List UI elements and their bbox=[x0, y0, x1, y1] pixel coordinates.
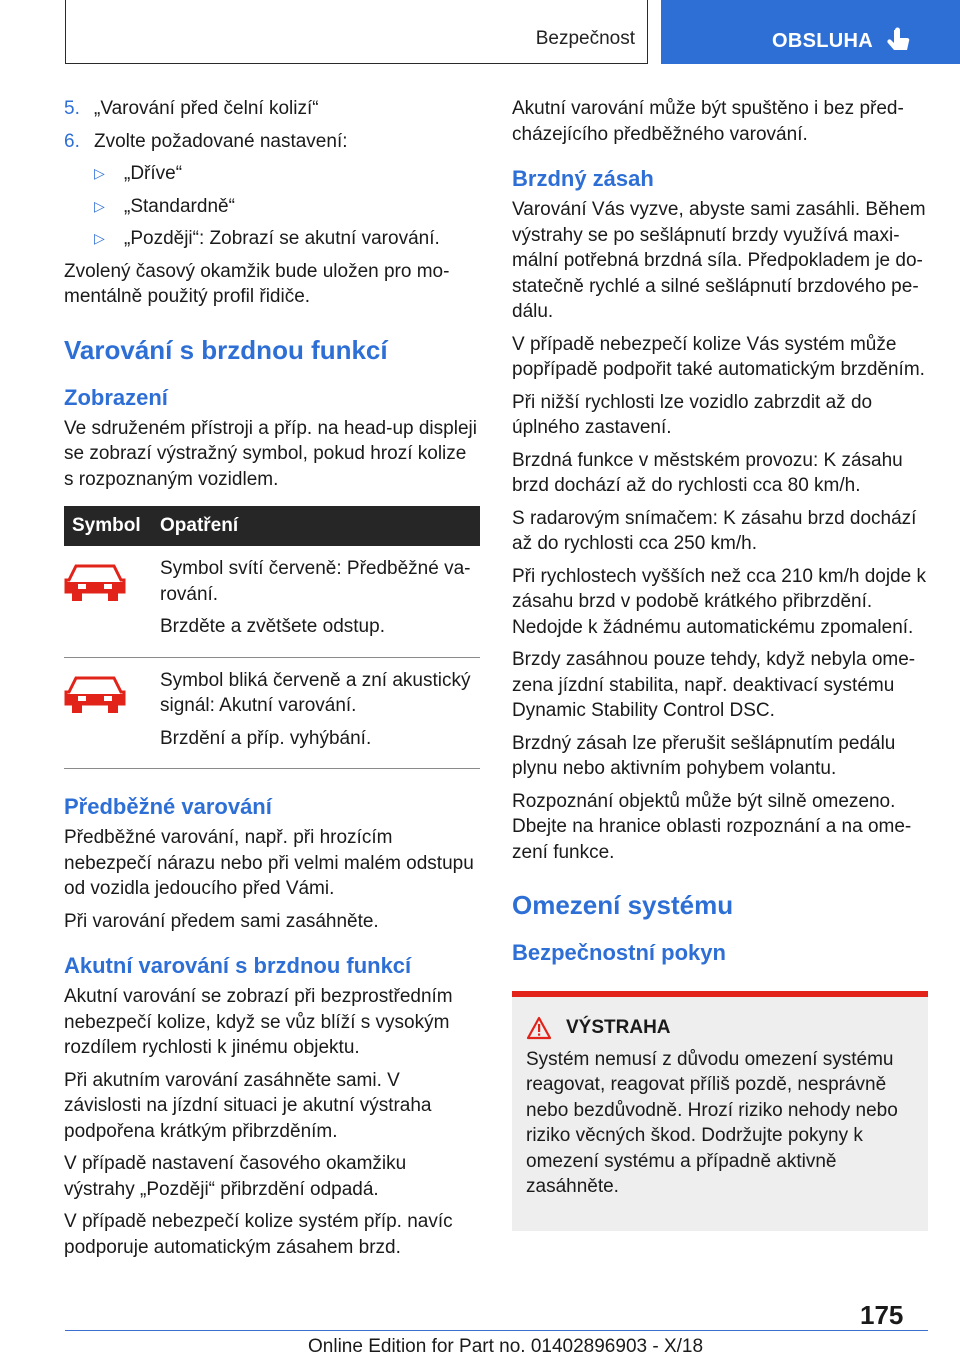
paragraph: Předběžné varování, např. při hrozícím nebezpečí nárazu nebo při velmi malém odstupu od vozidla jedoucího před Vámi. bbox=[64, 827, 474, 899]
option-text: „Později“: Zobrazí se akutní varování. bbox=[124, 228, 440, 249]
step-number: 5. bbox=[64, 98, 80, 119]
table-row bbox=[64, 546, 480, 657]
section-title: Bezpečnost bbox=[535, 28, 635, 49]
paragraph: Brzdná funkce v městském provozu: K zásahu brzd dochází až do rychlosti cca 80 km/h. bbox=[512, 449, 903, 496]
paragraph: V případě nastavení časového okamžiku výstrahy „Později“ přibrzdění odpadá. bbox=[64, 1153, 407, 1200]
step-text: „Varování před čelní kolizí“ bbox=[94, 98, 319, 119]
page-number: 175 bbox=[860, 1300, 904, 1330]
symbol-cell bbox=[64, 657, 156, 769]
action-cell bbox=[156, 657, 480, 769]
triangle-bullet-icon: ▷ bbox=[94, 197, 105, 214]
symbol-table bbox=[64, 506, 480, 769]
paragraph: Zvolený časový okamžik bude uložen pro momentálně použitý profil řidiče. bbox=[64, 260, 450, 307]
car-front-icon bbox=[64, 562, 126, 606]
heading-warning-brake: Varování s brzdnou funkcí bbox=[64, 334, 388, 365]
chapter-tab-label: OBSLUHA bbox=[772, 30, 873, 52]
action-cell bbox=[156, 546, 480, 657]
footer-divider bbox=[65, 1330, 928, 1331]
paragraph: Akutní varování se zobrazí při bezprostředním nebezpečí kolize, když se vůz blíží s vysokým rozdílem rychlosti k jinému objektu. bbox=[64, 986, 453, 1058]
edition-text: Online Edition for Part no. 01402896903 - X/18 bbox=[308, 1336, 704, 1357]
table-header-symbol: Symbol bbox=[64, 506, 156, 546]
paragraph: Rozpoznání objektů může být silně omezeno. Dbejte na hranice oblasti rozpoznání a na omezení funkce. bbox=[512, 790, 912, 863]
right-column bbox=[512, 96, 928, 1231]
warning-text: Systém nemusí z důvodu omezení systému reagovat, reagovat příliš pozdě, nesprávně nebo bezdůvodně. Hrozí riziko nehody nebo riziko věcných škod. Dodržujte pokyny k omezení systému a případně aktivně zasáhněte. bbox=[526, 1048, 898, 1197]
warning-title bbox=[526, 1015, 920, 1041]
option-item bbox=[94, 194, 480, 220]
paragraph: Brzdný zásah lze přerušit sešlápnutím pedálu plynu nebo aktivním pohybem volantu. bbox=[512, 732, 896, 779]
car-front-icon bbox=[64, 674, 126, 718]
paragraph: Akutní varování může být spuštěno i bez předcházejícího předběžného varování. bbox=[512, 98, 904, 145]
triangle-bullet-icon: ▷ bbox=[94, 165, 105, 181]
triangle-bullet-icon: ▷ bbox=[94, 230, 105, 246]
warning-triangle-icon bbox=[526, 1016, 552, 1040]
option-text: „Dříve“ bbox=[124, 163, 183, 184]
step-item bbox=[64, 129, 480, 155]
paragraph: Při rychlostech vyšších než cca 210 km/h dojde k zásahu brzd v podobě krátkého přibrzdění. Nedojde k žádnému automatickému zpomalení. bbox=[512, 565, 926, 638]
header-frame bbox=[65, 0, 648, 64]
paragraph: V případě nebezpečí kolize Vás systém může popřípadě podpořit také automatickým brzděním. bbox=[512, 333, 925, 380]
symbol-cell bbox=[64, 546, 156, 657]
left-column bbox=[64, 96, 480, 1267]
step-item bbox=[64, 96, 480, 122]
hand-pointer-icon bbox=[885, 26, 915, 56]
action-line: Symbol svítí červeně: Předběžné varování. bbox=[160, 558, 471, 605]
heading-acute-warning: Akutní varování s brzdnou funkcí bbox=[64, 953, 412, 978]
chapter-tab[interactable] bbox=[661, 0, 960, 64]
paragraph: V případě nebezpečí kolize systém příp. navíc podporuje automatickým zásahem brzd. bbox=[64, 1211, 453, 1258]
heading-pre-warning: Předběžné varování bbox=[64, 794, 272, 819]
action-line: Symbol bliká červeně a zní akustický signál: Akutní varování. bbox=[160, 669, 471, 716]
step-text: Zvolte požadované nastavení: bbox=[94, 130, 348, 152]
paragraph: Varování Vás vyzve, abyste sami zasáhli. Během výstrahy se po sešlápnutí brzdy využívá maximální potřebná brzdná síla. Předpokladem je dostatečně rychlé a silné sešlápnutí brzdového pedálu. bbox=[512, 199, 926, 322]
warning-box bbox=[512, 991, 928, 1231]
heading-brake-intervention: Brzdný zásah bbox=[512, 166, 654, 191]
heading-display: Zobrazení bbox=[64, 384, 168, 410]
action-line: Brzdění a příp. vyhýbání. bbox=[160, 727, 372, 749]
heading-safety-note: Bezpečnostní pokyn bbox=[512, 940, 726, 965]
heading-system-limits: Omezení systému bbox=[512, 890, 734, 920]
paragraph: Ve sdruženém přístroji a příp. na head-up displeji se zobrazí výstražný symbol, pokud hrozí kolize s rozpoznaným vozidlem. bbox=[64, 417, 477, 490]
paragraph: Při varování předem sami zasáhněte. bbox=[64, 910, 379, 932]
paragraph: Při akutním varování zasáhněte sami. V závislosti na jízdní situaci je akutní výstraha podpořena krátkým přibrzděním. bbox=[64, 1069, 432, 1142]
option-item bbox=[94, 161, 480, 187]
option-item bbox=[94, 226, 480, 252]
paragraph: Brzdy zasáhnou pouze tehdy, když nebyla omezena jízdní stabilita, např. deaktivací systému Dynamic Stability Control DSC. bbox=[512, 649, 916, 721]
warning-title-text: VÝSTRAHA bbox=[566, 1017, 671, 1038]
table-header-action: Opatření bbox=[156, 506, 480, 546]
table-row bbox=[64, 657, 480, 769]
step-number: 6. bbox=[64, 130, 80, 152]
option-text: „Standardně“ bbox=[124, 195, 235, 217]
action-line: Brzděte a zvětšete odstup. bbox=[160, 616, 385, 637]
paragraph: Při nižší rychlosti lze vozidlo zabrzdit až do úplného zastavení. bbox=[512, 391, 873, 438]
paragraph: S radarovým snímačem: K zásahu brzd dochází až do rychlosti cca 250 km/h. bbox=[512, 507, 917, 554]
